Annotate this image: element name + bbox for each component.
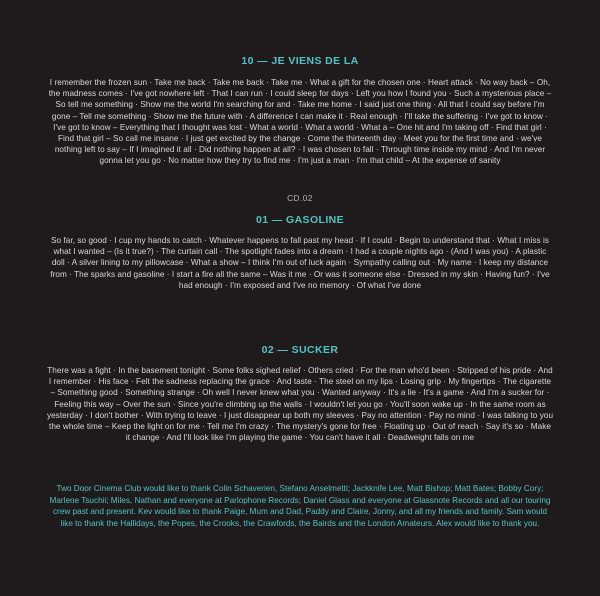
track-02-number: 02 [261,344,275,356]
track-01-lyrics: So far, so good · I cup my hands to catch · Whatever happens to fall past my head · If I could · Begin to understand that · What I miss is what I wanted – (Is it true?) · The curtain call · The spotlight fades into a dream · I had a couple nights ago · (And I was you) · A plastic doll · A silver lining to my pillowcase · What a show – I think I'm out of luck again · Sympathy calling out · My name · I keep my distance from · The sparks and gasoline · I start a fire all the same – Was it me · Or was it someone else · Dressed in my skin · Having fun? · I've had enough · I'm exposed and I've no memory · Of what I've done [50,236,550,290]
track-10-heading [0,55,600,67]
track-02-dash: — [277,344,289,356]
track-01-dash: — [271,214,283,226]
track-01-title: GASOLINE [286,214,345,226]
thanks-text: Two Door Cinema Club would like to thank Colin Schaverien, Stefano Anselmetti; Jackknife Lee, Matt Bishop; Matt Bates; Bobby Cory; Marlene Tsuchii; Miles, Nathan and everyone at Parlophone Records; Daniel Glass and everyone at Glassnote Records and all our touring crew past and present. Kev would like to thank Paige, Mum and Dad, Paddy and Claire, Jonny, and all my friends and family. Sam would like to thank the Hallidays, the Popes, the Crooks, the Crawfords, the Bairds and the London Amateurs. Alex would like to thank you. [49,484,551,528]
track-01-heading [0,214,600,226]
cd-label: CD.02 [287,194,313,203]
track-02-title: SUCKER [291,344,339,356]
track-02-heading [0,344,600,356]
track-10-title: JE VIENS DE LA [271,55,359,67]
track-10-dash: — [257,55,269,67]
track-01-number: 01 [255,214,269,226]
track-10-number: 10 [241,55,254,67]
track-02-lyrics: There was a fight · In the basement tonight · Some folks sighed relief · Others cried · For the man who'd been · Stripped of his pride · And I remember · His face · Felt the sadness replacing the grace · And taste · The steel on my lips · Losing grip · My fingertips · The cigarette – Something good · Something strange · Oh well I never knew what you · Wanted anyway · It's a lie · It's a game · And I'm a sucker for · Feeling this way – Over the sun · Since you're climbing up the walls · I wouldn't let you go · You'll soon wake up · In the same room as yesterday · I don't bother · With trying to leave · I just disappear up both my sleeves · Pay no attention · Pay no mind · I was talking to you the whole time – Keep the light on for me · Tell me I'm crazy · The mystery's gone for free · Floating up · Out of reach · Say it's so · Make it change · And I'll look like I'm playing the game · You can't have it all · Deadweight falls on me [46,366,554,443]
track-10-lyrics: I remember the frozen sun · Take me back · Take me back · Take me · What a gift for the chosen one · Heart attack · No way back – Oh, the madness comes · I've got nowhere left · That I can run · I could sleep for days · Left you how I found you · Such a mysterious place – So tell me something · Show me the world I'm searching for and · Take me home · I said just one thing · All that I could say before I'm gone – Tell me something · Show me the future with · A difference I can make it · Real enough · I'll take the suffering · I've got to know · I've got to know – Everything that I thought was lost · What a world · What a world · What a – One hit and I'm taking off · Find that girl · Find that girl – So call me insane · I just get excited by the change · Come the thirteenth day · Meet you for the first time and · we've nothing left to say – If I imagined it all · Did nothing happen at all? · I was chosen to fall · Through time inside my mind · And I'm never gonna let you go · No matter how they try to find me · I'm just a man · I'm that child – At the expense of sanity [48,78,552,166]
